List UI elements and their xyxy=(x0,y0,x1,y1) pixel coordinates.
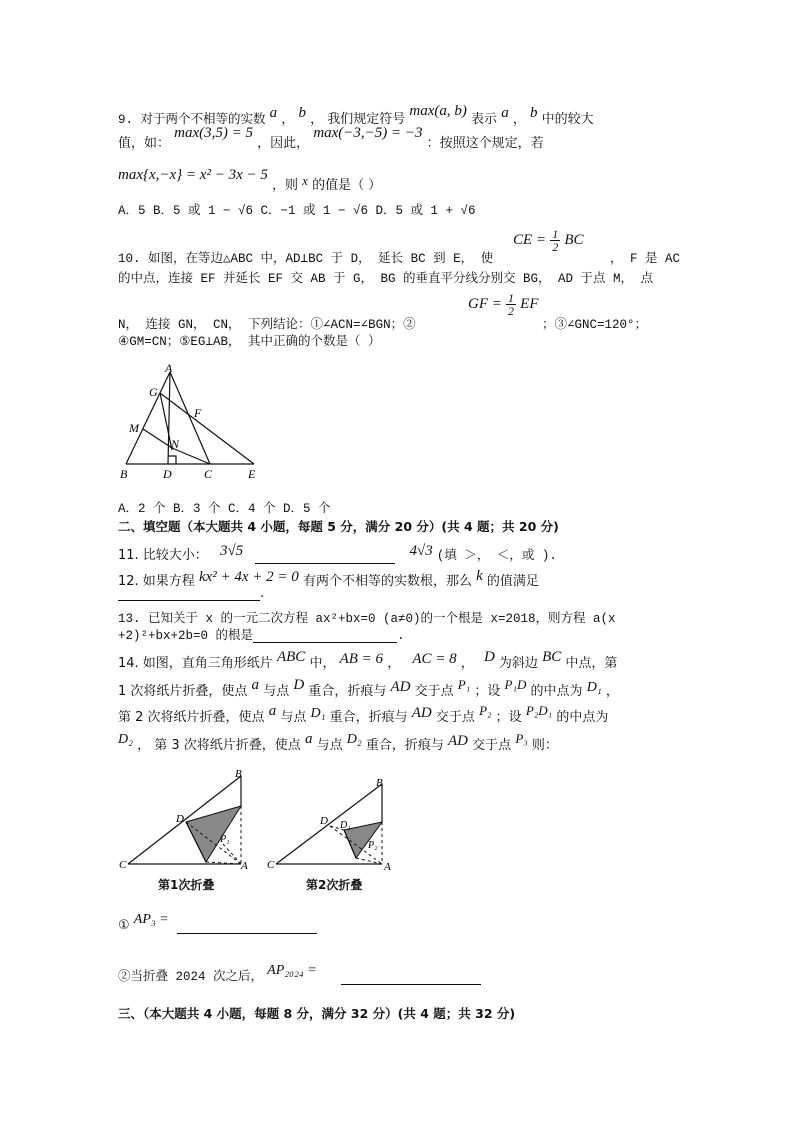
q9-var-b: b xyxy=(298,105,306,121)
q14-text: 重合，折痕与 xyxy=(308,684,387,699)
label-b: B xyxy=(376,777,383,789)
label-d: D xyxy=(176,813,184,825)
label-d: D xyxy=(320,815,328,827)
label-c: C xyxy=(119,859,127,871)
q14-text: 则： xyxy=(531,738,558,753)
q14-text: 重合，折痕与 xyxy=(365,738,444,753)
q12-text2: 的值满足 xyxy=(486,574,539,589)
comma: ， xyxy=(512,112,526,127)
q10-ce-rhs: BC xyxy=(564,232,584,248)
q14-text: 第 2 次将纸片折叠，使点 xyxy=(118,710,265,725)
q9-equation: max{x,−x} = x² − 3x − 5 xyxy=(118,167,268,183)
label-a: A xyxy=(384,861,391,873)
q9-text: ：按照这个规定，若 xyxy=(426,136,544,151)
q14-text: 与点 xyxy=(280,710,307,725)
comma: ， xyxy=(310,112,324,127)
section-3-title: 三、（本大题共 4 小题，每题 8 分，满分 32 分）(共 4 题；共 32 分) xyxy=(118,1006,516,1021)
q10-line2: 的中点，连接 EF 并延长 EF 交 AB 于 G， BG 的垂直平分线分别交 BG， AD 于点 M， 点 xyxy=(118,272,654,286)
q10-ce-lhs: CE = xyxy=(513,232,547,248)
q10-line3: N， 连接 GN， CN， 下列结论：①∠ACN=∠BGN；② xyxy=(118,318,416,332)
q14-a: a xyxy=(268,703,277,719)
q9-var-a: a xyxy=(501,105,509,121)
q9-var-a: a xyxy=(269,105,278,121)
frac-den: 2 xyxy=(552,240,559,254)
q14-text: 的中点为 xyxy=(530,684,583,699)
label-n: N xyxy=(171,437,180,451)
q10-ce-formula xyxy=(513,228,584,253)
label-p2: P₂ xyxy=(368,840,378,851)
fold-figure-1 xyxy=(116,764,262,874)
q14-text: ， xyxy=(605,684,619,699)
q14-answer2 xyxy=(118,963,481,985)
q14-d2: D₂ xyxy=(118,732,133,747)
q12-var-k: k xyxy=(476,568,483,584)
q10-gf-lhs: GF = xyxy=(468,296,502,312)
q9-example1: max(3,5) = 5 xyxy=(174,125,254,141)
q9-line3 xyxy=(118,164,382,193)
q14-line4 xyxy=(118,731,558,754)
q11-hint: (填 ＞， ＜，或 ). xyxy=(436,549,557,563)
q14-text: 的中点为 xyxy=(556,710,609,725)
q10-triangle-figure xyxy=(114,362,274,482)
folded-region xyxy=(186,806,241,862)
q11-right: 4√3 xyxy=(409,543,433,559)
q14-ad: AD xyxy=(411,705,432,721)
comma: ， xyxy=(460,656,474,671)
q9-options: A．5 B．5 或 1 − √6 C．−1 或 1 − √6 D．5 或 1 + √6 xyxy=(118,204,476,218)
q9-text: ，则 xyxy=(272,178,299,193)
q11-answer-blank[interactable] xyxy=(255,563,395,564)
label-b: B xyxy=(120,467,128,481)
q14-a: a xyxy=(251,677,260,693)
q14-ap3: AP₃ = xyxy=(133,912,169,927)
label-e: E xyxy=(248,467,256,481)
fold-2-caption: 第2次折叠 xyxy=(306,878,363,892)
q14-answer2-blank[interactable] xyxy=(341,970,481,985)
q14-answer2-text: ②当折叠 2024 次之后， xyxy=(118,970,264,984)
comma: ， xyxy=(281,112,295,127)
frac-num: 1 xyxy=(552,227,559,241)
q14-ad: AD xyxy=(448,733,469,749)
q10-options: A．2 个 B．3 个 C．4 个 D．5 个 xyxy=(118,502,331,516)
q14-text: 为斜边 xyxy=(498,656,538,671)
q14-ab: AB = 6 xyxy=(339,651,384,667)
comma: ， xyxy=(387,656,401,671)
label-g: G xyxy=(149,385,158,399)
frac-den: 2 xyxy=(508,304,515,318)
q10-line1 xyxy=(118,248,493,266)
q14-text: 与点 xyxy=(263,684,290,699)
q14-d1: D₁ xyxy=(310,706,326,721)
q14-p2d1: P₂D₁ xyxy=(525,703,553,718)
label-c: C xyxy=(204,467,213,481)
q9-var-x: x xyxy=(302,173,308,188)
line-eg xyxy=(160,393,254,464)
q9-example2: max(−3,−5) = −3 xyxy=(313,125,423,141)
label-c: C xyxy=(267,859,275,871)
fraction-half xyxy=(506,292,516,317)
fraction-half xyxy=(550,228,560,253)
q9-max-ab: max(a, b) xyxy=(409,103,467,119)
q12-text: 有两个不相等的实数根，那么 xyxy=(302,574,472,589)
label-b: B xyxy=(235,768,242,780)
q9-line2 xyxy=(118,125,544,152)
label-f: F xyxy=(194,406,202,420)
q14-text: 1 次将纸片折叠，使点 xyxy=(118,684,248,699)
label-m: M xyxy=(129,421,139,435)
q14-p3: P₃ xyxy=(515,731,528,746)
q14-p1: P₁ xyxy=(457,677,471,692)
q14-answer1-blank[interactable] xyxy=(177,919,317,934)
period: . xyxy=(260,586,265,601)
q14-text: 14. 如图，直角三角形纸片 xyxy=(118,656,273,671)
label-d: D xyxy=(163,467,172,481)
dashed-p1 xyxy=(223,844,241,864)
q9-text: 表示 xyxy=(471,112,498,127)
q9-text: ，因此， xyxy=(257,136,310,151)
q9-text: 我们规定符号 xyxy=(327,112,406,127)
q13-text: +2)²+bx+2b=0 的根是 xyxy=(118,629,254,643)
q10-gf-formula xyxy=(468,292,538,317)
q12-equation: kx² + 4x + 2 = 0 xyxy=(198,569,299,585)
q14-answer1 xyxy=(118,912,317,934)
frac-num: 1 xyxy=(508,291,515,305)
q14-ap2024: AP₂₀₂₄ = xyxy=(267,963,317,978)
q10-gf-rhs: EF xyxy=(520,296,539,312)
label-p1: P₁ xyxy=(220,834,230,845)
q14-line2 xyxy=(118,677,619,700)
label-d1: D₁ xyxy=(340,820,351,831)
q9-text: 值，如： xyxy=(118,136,171,151)
q14-d: D xyxy=(293,677,305,693)
q14-ad: AD xyxy=(390,679,411,695)
q14-bc: BC xyxy=(542,649,562,665)
q9-text: 的值是（ ） xyxy=(312,178,382,193)
line-ba xyxy=(126,372,170,464)
q12-label: 12. 如果方程 xyxy=(118,574,195,589)
q10-text: 10. 如图，在等边△ABC 中，AD⊥BC 于 D， 延长 BC 到 E， 使 xyxy=(118,252,494,266)
q14-a: a xyxy=(304,731,313,747)
q10-line4: ④GM=CN；⑤EG⊥AB， 其中正确的个数是（ ） xyxy=(118,335,381,349)
q9-text: 中的较大 xyxy=(541,112,594,127)
q9-var-b: b xyxy=(529,105,538,121)
q11-left: 3√5 xyxy=(219,543,244,559)
label-a: A xyxy=(165,362,173,375)
q14-text: 交于点 xyxy=(435,710,475,725)
label-a: A xyxy=(241,860,248,872)
section-2-title: 二、填空题（本大题共 4 小题，每题 5 分，满分 20 分）(共 4 题；共 20 分) xyxy=(118,519,559,534)
q14-abc: ABC xyxy=(276,649,306,665)
q11-label: 11. 比较大小： xyxy=(118,548,208,563)
q11 xyxy=(118,544,557,564)
q12-answer xyxy=(118,586,264,601)
q13-line2 xyxy=(118,625,405,643)
q14-line3 xyxy=(118,703,609,726)
q14-text: 与点 xyxy=(316,738,343,753)
q14-d: D xyxy=(483,649,495,665)
q14-text: ， 第 3 次将纸片折叠，使点 xyxy=(137,738,301,753)
q14-d2: D₂ xyxy=(346,732,362,747)
q10-line3b: ；③∠GNC=120°； xyxy=(542,318,648,332)
q14-p2: P₂ xyxy=(479,703,492,718)
period: . xyxy=(397,629,405,643)
q14-text: 中， xyxy=(309,656,336,671)
q14-text: 交于点 xyxy=(472,738,512,753)
q13-answer-blank[interactable] xyxy=(253,628,397,643)
q13-line1: 13. 已知关于 x 的一元二次方程 ax²+bx=0 (a≠0)的一个根是 x=2018，则方程 a(x xyxy=(118,612,616,626)
q14-text: ；设 xyxy=(495,710,522,725)
q14-line1 xyxy=(118,649,618,672)
q14-ac: AC = 8 xyxy=(412,651,457,667)
fold-1-caption: 第1次折叠 xyxy=(158,878,215,892)
right-angle-mark xyxy=(168,456,176,464)
circled-1: ① xyxy=(118,918,130,933)
q14-d1: D₁ xyxy=(586,680,602,695)
line-ad xyxy=(168,372,170,464)
q14-text: 交于点 xyxy=(414,684,454,699)
q14-p1d: P₁D xyxy=(504,677,527,692)
q9-intro: 9. 对于两个不相等的实数 xyxy=(118,113,266,127)
dashed-a xyxy=(356,858,382,864)
q12-answer-blank[interactable] xyxy=(118,586,260,601)
q14-text: ；设 xyxy=(474,684,501,699)
q14-text: 中点，第 xyxy=(565,656,618,671)
q14-text: 重合，折痕与 xyxy=(329,710,408,725)
q10-text: ， F 是 AC xyxy=(610,252,681,266)
fold-figure-2 xyxy=(264,772,404,876)
